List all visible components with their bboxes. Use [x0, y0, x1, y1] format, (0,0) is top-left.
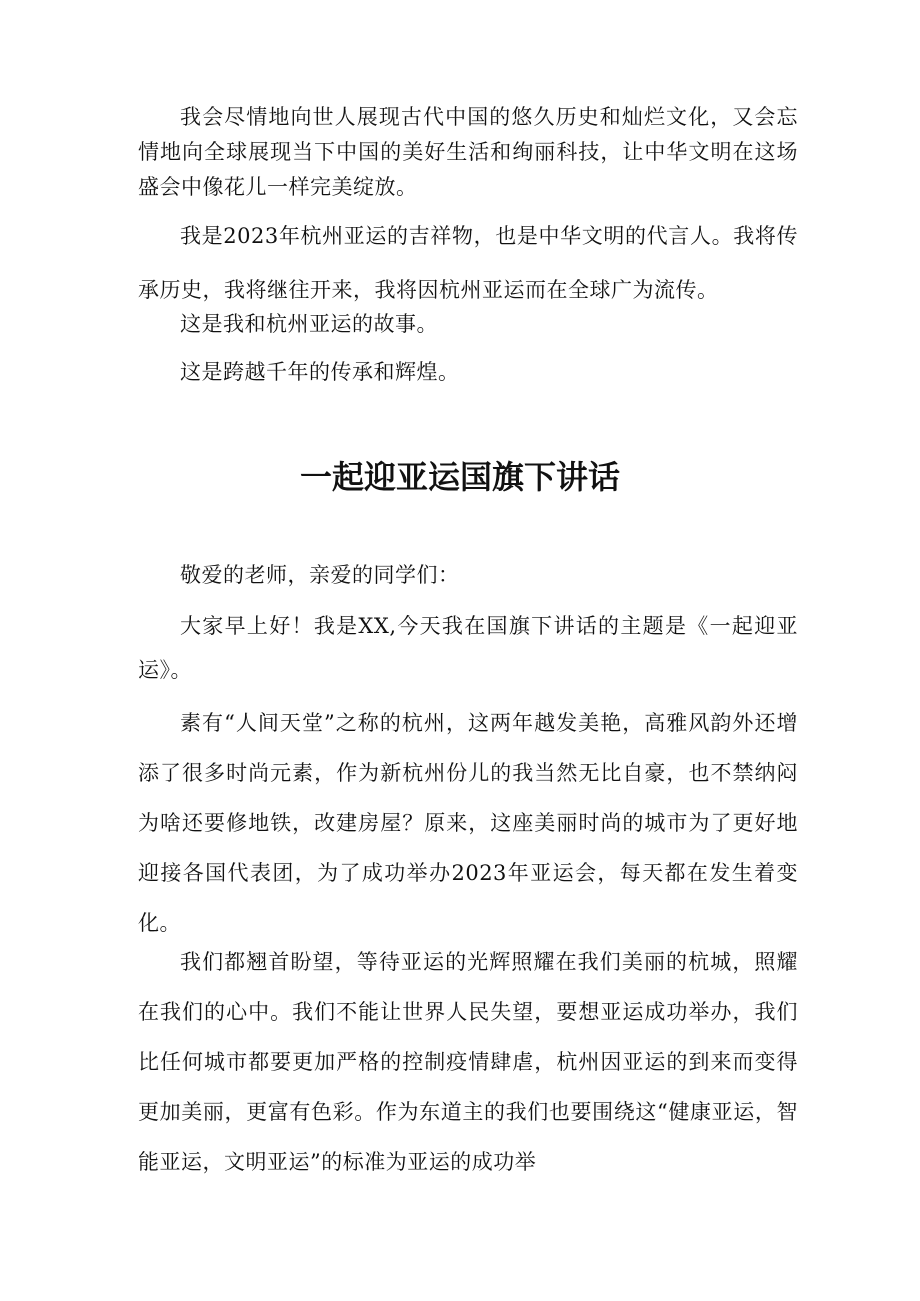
speech-intro: 大家早上好！我是XX,今天我在国旗下讲话的主题是《一起迎亚运》。	[138, 614, 798, 682]
speech-paragraph-hangzhou: 素有“人间天堂”之称的杭州，这两年越发美艳，高雅风韵外还增添了很多时尚元素，作为新杭州份儿的我当然无比自豪，也不禁纳闷为啥还要修地铁，改建房屋？原来，这座美丽时尚的城市为了更好地迎接各国代表团，为了成功举办2023年亚运会，每天都在发生着变化。	[138, 711, 798, 935]
speech-title: 一起迎亚运国旗下讲话	[299, 458, 620, 496]
paragraph-culture: 我会尽情地向世人展现古代中国的悠久历史和灿烂文化，又会忘情地向全球展现当下中国的美好生活和绚丽科技，让中华文明在这场盛会中像花儿一样完美绽放。	[138, 105, 798, 199]
speech-greeting: 敬爱的老师，亲爱的同学们：	[180, 563, 460, 587]
paragraph-story: 这是我和杭州亚运的故事。	[180, 312, 438, 336]
speech-paragraph-hope: 我们都翘首盼望，等待亚运的光辉照耀在我们美丽的杭城，照耀在我们的心中。我们不能让世界人民失望，要想亚运成功举办，我们比任何城市都要更加严格的控制疫情肆虐，杭州因亚运的到来而变得更加美丽，更富有色彩。作为东道主的我们也要围绕这“健康亚运，智能亚运，文明亚运”的标准为亚运的成功举	[138, 950, 798, 1174]
paragraph-mascot: 我是2023年杭州亚运的吉祥物，也是中华文明的代言人。我将传承历史，我将继往开来，我将因杭州亚运而在全球广为流传。	[138, 224, 798, 302]
paragraph-legacy: 这是跨越千年的传承和辉煌。	[180, 360, 460, 384]
